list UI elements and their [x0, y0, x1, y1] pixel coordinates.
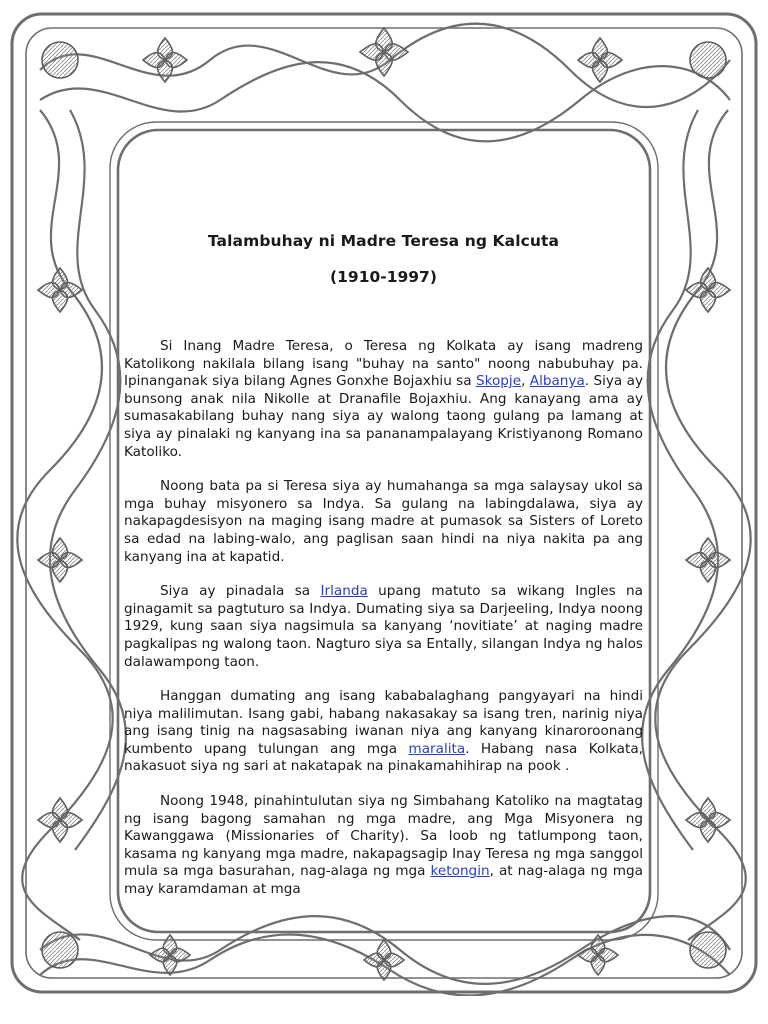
- paragraph-5-text-b: , at nag-alaga ng mga may karamdaman at mga: [124, 863, 643, 898]
- document-paragraphs: [124, 338, 643, 899]
- document-title: Talambuhay ni Madre Teresa ng Kalcuta: [207, 232, 560, 250]
- paragraph-4-text-b: . Habang nasa Kolkata, nakasuot siya ng sari at nakatapak na pinakamahihirap na pook .: [124, 740, 643, 775]
- paragraph-5: [124, 793, 643, 899]
- paragraph-3-text-a: Siya ay pinadala sa: [160, 583, 321, 600]
- link-skopje[interactable]: Skopje: [475, 373, 522, 390]
- paragraph-1-text-a: Si Inang Madre Teresa, o Teresa ng Kolkata ay isang madreng Katolikong nakilala bilang isang "buhay na santo" noong nabubuhay pa. Ipinanganak siya bilang Agnes Gonxhe Bojaxhiu sa: [124, 338, 643, 390]
- paragraph-4-text-a: Hanggan dumating ang isang kababalaghang pangyayari na hindi niya malilimutan. Isang gabi, habang nakasakay sa isang tren, narinig niya ang isang tinig na nagsasabing iwanan niya ang kanyang kinaroroonang kumbento upang tulungan ang mga: [124, 688, 643, 757]
- paragraph-1-text-b: ,: [521, 373, 530, 390]
- paragraph-4: [124, 688, 643, 776]
- paragraph-1: [124, 338, 643, 461]
- document-years: (1910-1997): [330, 268, 437, 286]
- page-bottom-margin: [0, 996, 768, 1024]
- paragraph-5-text-a: Noong 1948, pinahintulutan siya ng Simbahang Katoliko na magtatag ng isang bagong samahan ng mga madre, ang Mga Misyonera ng Kawanggawa (Missionaries of Charity). Sa loob ng tatlumpong taon, kasama ng kanyang mga madre, nakapagsagip Inay Teresa ng mga sanggol mula sa mga basurahan, nag-alaga ng mga: [124, 793, 643, 880]
- link-maralita[interactable]: maralita: [408, 740, 466, 757]
- document-body: [124, 226, 643, 916]
- link-ketongin[interactable]: ketongin: [430, 863, 490, 880]
- paragraph-3: [124, 583, 643, 671]
- paragraph-1-text-c: . Siya ay bunsong anak nila Nikolle at Dranafile Bojaxhiu. Ang kanayang ama ay sumasakabilang buhay nang siya ay walong taong gulang pa lamang at siya ay pinalaki ng kanyang ina sa pananampalayang Kristiyanong Romano Katoliko.: [124, 373, 643, 460]
- paragraph-2-text: Noong bata pa si Teresa siya ay humahanga sa mga salaysay ukol sa mga buhay misyonero sa Indya. Sa gulang na labingdalawa, siya ay nakapagdesisyon na maging isang madre at pumasok sa Sisters of Loreto sa edad na labing-walo, ang paglisan saan hindi na niya nakita pa ang kanyang ina at kapatid.: [124, 478, 643, 565]
- paragraph-3-text-b: upang matuto sa wikang Ingles na ginagamit sa pagtuturo sa Indya. Dumating siya sa Darjeeling, Indya noong 1929, kung saan siya nagsimula sa kanyang ‘novitiate’ at naging madre pagkalipas ng walong taon. Nagturo siya sa Entally, silangan Indya ng halos dalawampong taon.: [124, 583, 643, 670]
- link-irlanda[interactable]: Irlanda: [320, 583, 368, 600]
- paragraph-2: [124, 478, 643, 566]
- link-albanya[interactable]: Albanya: [529, 373, 585, 390]
